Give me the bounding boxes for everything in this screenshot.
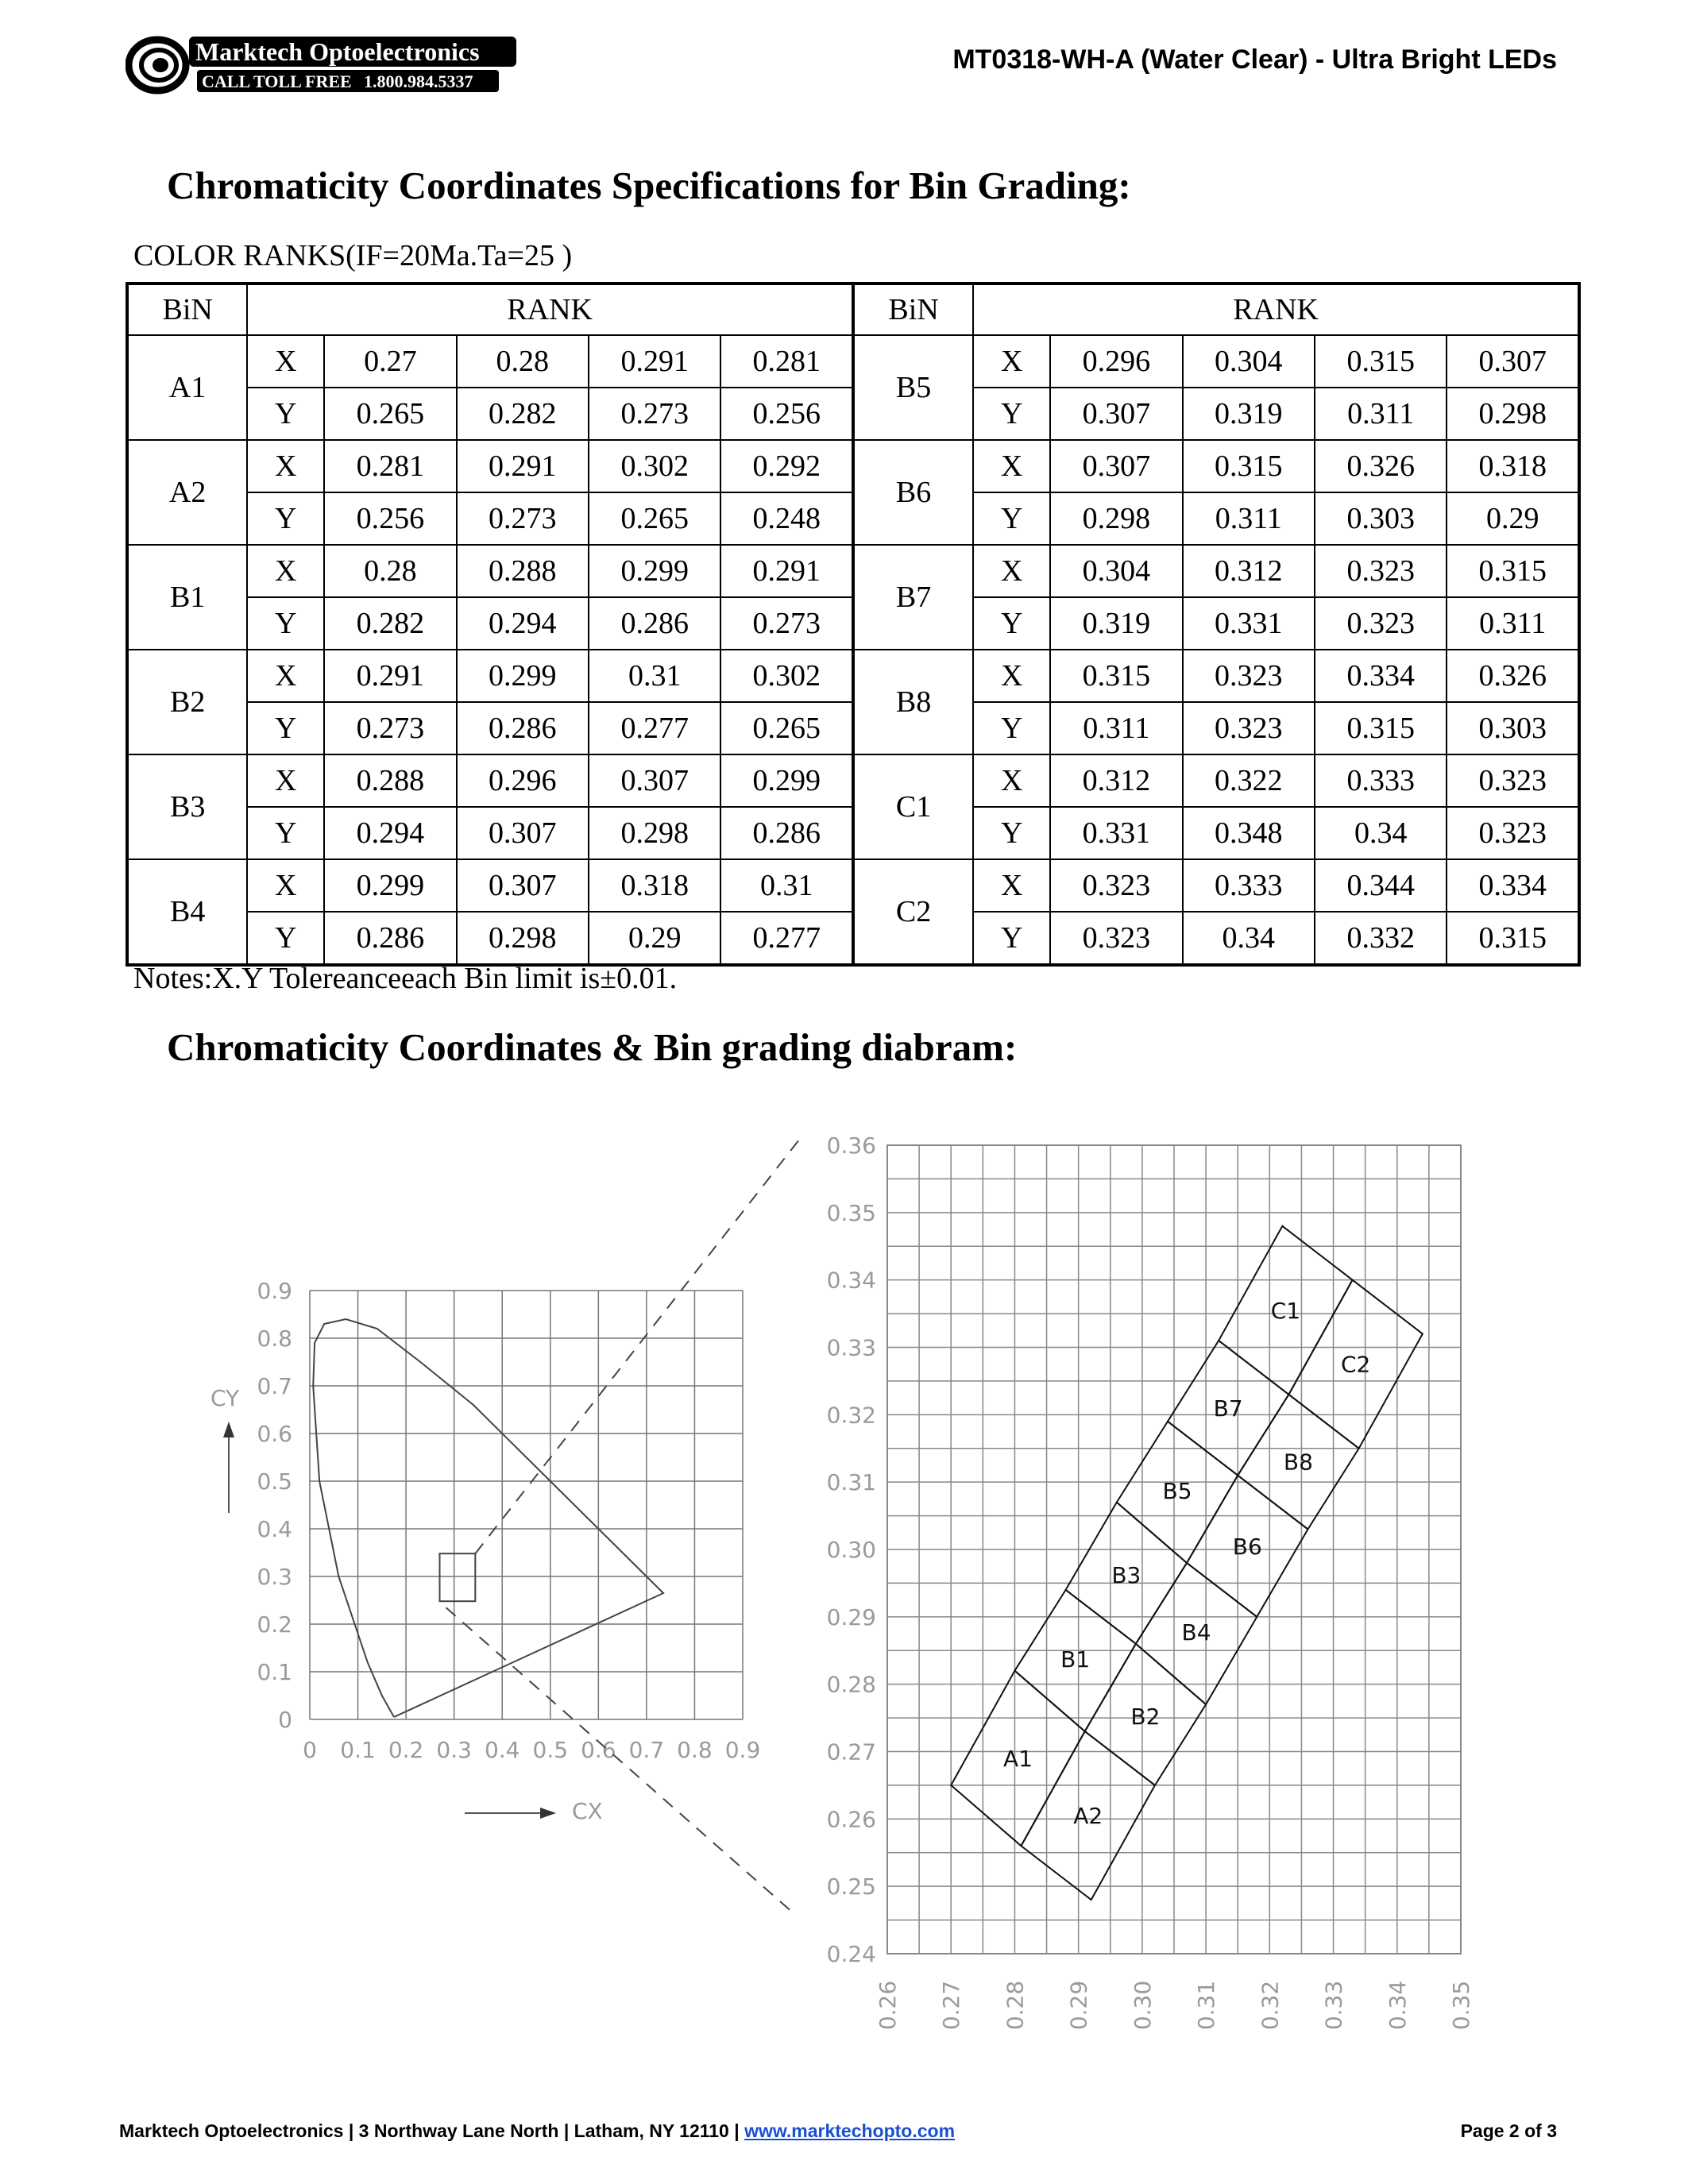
bin-y-tick-label: 0.34 (826, 1267, 876, 1294)
value-cell: 0.326 (1315, 440, 1447, 492)
value-cell: 0.296 (1050, 335, 1182, 388)
cie-y-tick-label: 0.3 (257, 1564, 292, 1590)
axis-cell: Y (247, 807, 324, 859)
value-cell: 0.331 (1183, 597, 1315, 650)
value-cell: 0.291 (720, 545, 853, 597)
cie-bin-region (440, 1553, 476, 1601)
bin-y-tick-label: 0.33 (826, 1334, 876, 1361)
bin-y-tick-label: 0.29 (826, 1603, 876, 1630)
cie-x-tick-label: 0.3 (436, 1737, 472, 1763)
bin-x-tick-label: 0.29 (1065, 1980, 1092, 2031)
cie-y-arrowhead-icon (223, 1422, 234, 1437)
value-cell: 0.286 (589, 597, 720, 650)
axis-cell: Y (247, 597, 324, 650)
value-cell: 0.303 (1447, 702, 1579, 754)
axis-cell: Y (247, 702, 324, 754)
bin-y-tick-label: 0.36 (826, 1133, 876, 1159)
document-title: MT0318-WH-A (Water Clear) - Ultra Bright LEDs (952, 44, 1557, 75)
axis-cell: Y (973, 702, 1050, 754)
cie-x-tick-label: 0.9 (724, 1737, 761, 1763)
value-cell: 0.322 (1183, 754, 1315, 807)
cie-y-tick-label: 0.6 (257, 1421, 292, 1447)
value-cell: 0.281 (720, 335, 853, 388)
bin-cell: B5 (853, 335, 973, 440)
value-cell: 0.331 (1050, 807, 1182, 859)
value-cell: 0.319 (1183, 388, 1315, 440)
bin-label: C2 (1340, 1351, 1371, 1378)
value-cell: 0.307 (457, 859, 589, 912)
cie-x-tick-label: 0.2 (388, 1737, 424, 1763)
bin-cell: B8 (853, 650, 973, 754)
bin-cell: B7 (853, 545, 973, 650)
value-cell: 0.265 (720, 702, 853, 754)
value-cell: 0.273 (589, 388, 720, 440)
value-cell: 0.312 (1183, 545, 1315, 597)
cie-x-tick-label: 0.1 (340, 1737, 376, 1763)
value-cell: 0.29 (589, 912, 720, 965)
axis-cell: X (247, 545, 324, 597)
value-cell: 0.323 (1447, 807, 1579, 859)
axis-cell: X (973, 859, 1050, 912)
value-cell: 0.315 (1315, 702, 1447, 754)
value-cell: 0.334 (1447, 859, 1579, 912)
axis-cell: X (973, 440, 1050, 492)
bin-cell: A1 (127, 335, 247, 440)
value-cell: 0.27 (324, 335, 456, 388)
value-cell: 0.315 (1183, 440, 1315, 492)
axis-cell: X (247, 650, 324, 702)
logo-phone: 1.800.984.5337 (364, 71, 473, 91)
value-cell: 0.311 (1447, 597, 1579, 650)
value-cell: 0.28 (324, 545, 456, 597)
bin-y-tick-label: 0.31 (826, 1469, 876, 1496)
bin-y-tick-label: 0.30 (826, 1537, 876, 1563)
value-cell: 0.296 (457, 754, 589, 807)
value-cell: 0.334 (1315, 650, 1447, 702)
section-title-specs: Chromaticity Coordinates Specifications for Bin Grading: (167, 164, 1131, 207)
value-cell: 0.288 (457, 545, 589, 597)
value-cell: 0.298 (1447, 388, 1579, 440)
value-cell: 0.288 (324, 754, 456, 807)
axis-cell: X (247, 754, 324, 807)
footer-address (119, 2120, 955, 2142)
value-cell: 0.323 (1183, 702, 1315, 754)
bin-y-tick-label: 0.24 (826, 1941, 876, 1967)
value-cell: 0.29 (1447, 492, 1579, 545)
tolerance-note: Notes:X.Y Tolereanceeach Bin limit is±0.01. (133, 962, 678, 995)
axis-cell: Y (247, 912, 324, 965)
value-cell: 0.31 (720, 859, 853, 912)
bin-x-tick-label: 0.27 (938, 1980, 965, 2031)
value-cell: 0.282 (324, 597, 456, 650)
bin-y-tick-label: 0.35 (826, 1199, 876, 1226)
axis-cell: Y (973, 807, 1050, 859)
cie-y-tick-label: 0.4 (257, 1516, 292, 1542)
bin-label: A2 (1073, 1803, 1103, 1830)
value-cell: 0.256 (324, 492, 456, 545)
axis-cell: X (973, 545, 1050, 597)
value-cell: 0.291 (589, 335, 720, 388)
cie-y-tick-label: 0.8 (257, 1325, 292, 1352)
cie-x-arrowhead-icon (540, 1808, 556, 1819)
bin-cell: B2 (127, 650, 247, 754)
value-cell: 0.286 (720, 807, 853, 859)
page-number: Page 2 of 3 (1460, 2120, 1557, 2141)
bin-x-tick-label: 0.34 (1384, 1980, 1411, 2031)
bin-x-tick-label: 0.31 (1193, 1980, 1220, 2031)
bin-label: B2 (1130, 1703, 1161, 1730)
bin-x-tick-label: 0.28 (1002, 1980, 1029, 2031)
value-cell: 0.273 (457, 492, 589, 545)
axis-cell: Y (247, 388, 324, 440)
bin-header: BiN (853, 284, 973, 335)
logo-company-name: Marktech Optoelectronics (195, 37, 480, 66)
value-cell: 0.277 (720, 912, 853, 965)
bin-label: B8 (1283, 1449, 1313, 1476)
axis-cell: X (973, 650, 1050, 702)
bin-label: A1 (1002, 1745, 1033, 1772)
value-cell: 0.307 (1050, 388, 1182, 440)
value-cell: 0.292 (720, 440, 853, 492)
bin-cell: C2 (853, 859, 973, 965)
value-cell: 0.307 (457, 807, 589, 859)
bin-y-tick-label: 0.26 (826, 1806, 876, 1833)
value-cell: 0.318 (1447, 440, 1579, 492)
color-ranks-label: COLOR RANKS(IF=20Ma.Ta=25 ) (133, 239, 573, 272)
value-cell: 0.28 (457, 335, 589, 388)
axis-cell: X (973, 754, 1050, 807)
axis-cell: X (247, 859, 324, 912)
cie-x-axis-label: CX (572, 1798, 603, 1824)
cie-x-tick-label: 0 (303, 1737, 317, 1763)
value-cell: 0.298 (589, 807, 720, 859)
bin-cell: B4 (127, 859, 247, 965)
value-cell: 0.333 (1183, 859, 1315, 912)
value-cell: 0.323 (1447, 754, 1579, 807)
value-cell: 0.323 (1315, 545, 1447, 597)
bin-label: B6 (1232, 1533, 1262, 1560)
bin-x-tick-label: 0.32 (1257, 1980, 1284, 2031)
bin-x-tick-label: 0.33 (1320, 1980, 1347, 2031)
value-cell: 0.315 (1315, 335, 1447, 388)
axis-cell: Y (973, 597, 1050, 650)
value-cell: 0.312 (1050, 754, 1182, 807)
value-cell: 0.323 (1050, 912, 1182, 965)
cie-y-tick-label: 0 (278, 1707, 292, 1733)
value-cell: 0.315 (1050, 650, 1182, 702)
bin-cell: C1 (853, 754, 973, 859)
bin-y-tick-label: 0.25 (826, 1873, 876, 1900)
value-cell: 0.299 (457, 650, 589, 702)
value-cell: 0.298 (457, 912, 589, 965)
bin-x-tick-label: 0.30 (1129, 1980, 1156, 2031)
value-cell: 0.34 (1183, 912, 1315, 965)
zoom-connector-line (475, 1136, 802, 1553)
rank-header: RANK (973, 284, 1579, 335)
bin-label: C1 (1270, 1297, 1301, 1324)
value-cell: 0.315 (1447, 545, 1579, 597)
value-cell: 0.299 (720, 754, 853, 807)
value-cell: 0.281 (324, 440, 456, 492)
value-cell: 0.265 (324, 388, 456, 440)
value-cell: 0.318 (589, 859, 720, 912)
value-cell: 0.323 (1315, 597, 1447, 650)
bin-y-tick-label: 0.27 (826, 1738, 876, 1765)
cie-y-tick-label: 0.7 (257, 1373, 292, 1399)
axis-cell: X (247, 440, 324, 492)
value-cell: 0.294 (457, 597, 589, 650)
cie-y-tick-label: 0.5 (257, 1468, 292, 1495)
cie-x-tick-label: 0.8 (677, 1737, 713, 1763)
bin-y-tick-label: 0.28 (826, 1671, 876, 1698)
bin-label: B7 (1213, 1395, 1243, 1422)
cie-y-tick-label: 0.1 (257, 1659, 292, 1685)
value-cell: 0.307 (589, 754, 720, 807)
value-cell: 0.256 (720, 388, 853, 440)
axis-cell: Y (973, 388, 1050, 440)
value-cell: 0.34 (1315, 807, 1447, 859)
bin-cell: B3 (127, 754, 247, 859)
value-cell: 0.265 (589, 492, 720, 545)
value-cell: 0.277 (589, 702, 720, 754)
value-cell: 0.311 (1315, 388, 1447, 440)
bin-label: B5 (1162, 1477, 1192, 1504)
cie-x-tick-label: 0.5 (532, 1737, 569, 1763)
cie-spectral-locus (313, 1319, 663, 1717)
axis-cell: Y (973, 492, 1050, 545)
axis-cell: X (247, 335, 324, 388)
bin-x-tick-label: 0.26 (875, 1980, 901, 2031)
value-cell: 0.326 (1447, 650, 1579, 702)
value-cell: 0.302 (589, 440, 720, 492)
axis-cell: Y (973, 912, 1050, 965)
value-cell: 0.304 (1183, 335, 1315, 388)
cie-y-axis-label: CY (211, 1385, 240, 1411)
value-cell: 0.291 (324, 650, 456, 702)
value-cell: 0.31 (589, 650, 720, 702)
value-cell: 0.307 (1050, 440, 1182, 492)
logo-toll-free: CALL TOLL FREE (202, 71, 352, 91)
value-cell: 0.344 (1315, 859, 1447, 912)
value-cell: 0.332 (1315, 912, 1447, 965)
cie-x-tick-label: 0.4 (484, 1737, 520, 1763)
bin-label: B4 (1181, 1619, 1211, 1646)
value-cell: 0.311 (1183, 492, 1315, 545)
axis-cell: Y (247, 492, 324, 545)
value-cell: 0.299 (324, 859, 456, 912)
section-title-diagram: Chromaticity Coordinates & Bin grading diabram: (167, 1025, 1018, 1069)
value-cell: 0.273 (324, 702, 456, 754)
cie-y-tick-label: 0.9 (257, 1278, 292, 1304)
value-cell: 0.248 (720, 492, 853, 545)
value-cell: 0.323 (1183, 650, 1315, 702)
value-cell: 0.294 (324, 807, 456, 859)
value-cell: 0.304 (1050, 545, 1182, 597)
footer-website-link[interactable]: www.marktechopto.com (744, 2120, 956, 2141)
bin-cell: B1 (127, 545, 247, 650)
bin-cell: A2 (127, 440, 247, 545)
value-cell: 0.286 (457, 702, 589, 754)
rank-header: RANK (247, 284, 853, 335)
value-cell: 0.298 (1050, 492, 1182, 545)
value-cell: 0.299 (589, 545, 720, 597)
value-cell: 0.282 (457, 388, 589, 440)
value-cell: 0.348 (1183, 807, 1315, 859)
axis-cell: X (973, 335, 1050, 388)
bin-y-tick-label: 0.32 (826, 1402, 876, 1429)
bin-label: B3 (1111, 1561, 1141, 1588)
bin-header: BiN (127, 284, 247, 335)
value-cell: 0.333 (1315, 754, 1447, 807)
value-cell: 0.315 (1447, 912, 1579, 965)
value-cell: 0.286 (324, 912, 456, 965)
value-cell: 0.319 (1050, 597, 1182, 650)
value-cell: 0.303 (1315, 492, 1447, 545)
footer-address-text: Marktech Optoelectronics | 3 Northway Lane North | Latham, NY 12110 | (119, 2120, 740, 2141)
value-cell: 0.323 (1050, 859, 1182, 912)
cie-y-tick-label: 0.2 (257, 1611, 292, 1638)
value-cell: 0.307 (1447, 335, 1579, 388)
bin-x-tick-label: 0.35 (1448, 1980, 1474, 2031)
cie-x-tick-label: 0.6 (581, 1737, 616, 1763)
value-cell: 0.302 (720, 650, 853, 702)
value-cell: 0.311 (1050, 702, 1182, 754)
value-cell: 0.291 (457, 440, 589, 492)
bin-cell: B6 (853, 440, 973, 545)
value-cell: 0.273 (720, 597, 853, 650)
cie-x-tick-label: 0.7 (628, 1737, 665, 1763)
bin-label: B1 (1060, 1646, 1091, 1673)
